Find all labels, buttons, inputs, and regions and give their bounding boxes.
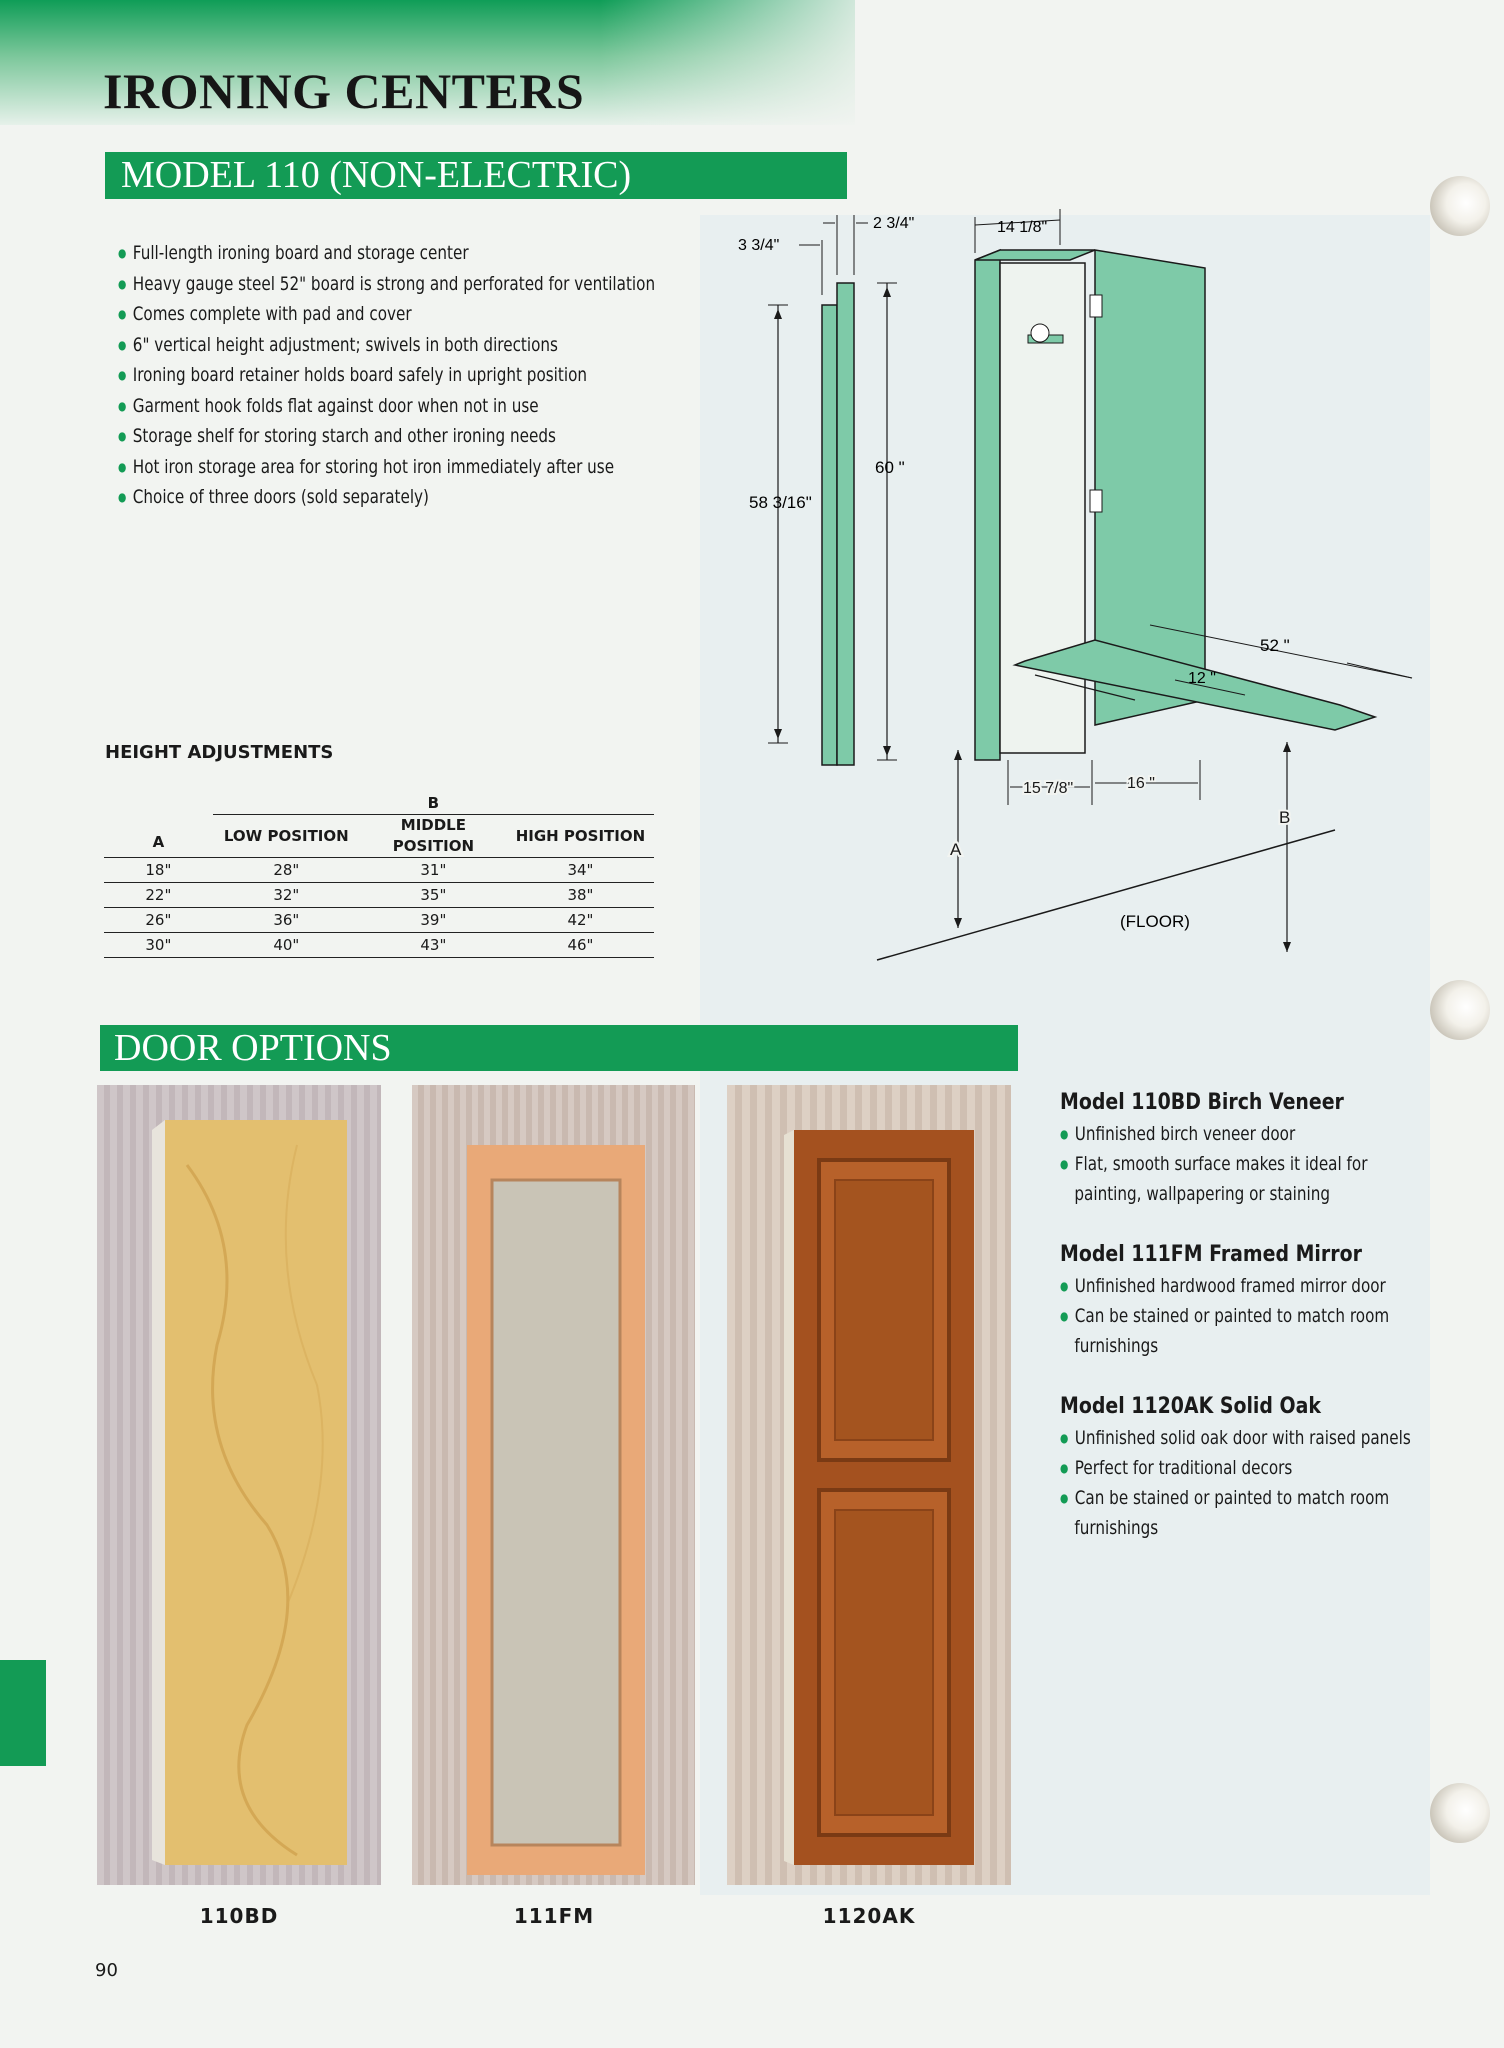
door-bullet: ● Can be stained or painted to match room furnishings	[1060, 1483, 1412, 1543]
height-adjustment-table	[104, 793, 654, 958]
cabinet-side	[975, 250, 1000, 760]
arrow-icon	[954, 918, 962, 928]
header-gradient-fade	[600, 0, 855, 125]
punch-hole	[1430, 980, 1490, 1040]
feature-item: ● Heavy gauge steel 52" board is strong and perforated for ventilation	[118, 269, 678, 300]
door-code-label: 111FM	[513, 1904, 595, 1928]
table-row	[104, 858, 654, 883]
door-code-label: 1120AK	[822, 1904, 916, 1928]
table-row	[104, 883, 654, 908]
dimension-line	[1347, 663, 1412, 678]
column-b-header: B	[213, 793, 654, 815]
ironing-center-diagram	[735, 205, 1435, 985]
punch-hole	[1430, 176, 1490, 236]
feature-item: ● Ironing board retainer holds board safely in upright position	[118, 360, 678, 391]
mirror-door-image	[412, 1085, 695, 1885]
door-bullet: ● Unfinished birch veneer door	[1060, 1119, 1412, 1149]
raised-panel-bottom-inner	[835, 1510, 933, 1815]
table-cell: 35"	[360, 883, 507, 908]
model-heading: MODEL 110 (NON-ELECTRIC)	[105, 152, 847, 199]
arrow-icon	[1283, 742, 1291, 752]
table-row	[104, 908, 654, 933]
door-title: Model 110BD Birch Veneer	[1060, 1090, 1344, 1115]
side-profile-back	[837, 283, 854, 765]
column-a-header: A	[152, 833, 165, 851]
arrow-icon	[954, 750, 962, 760]
table-cell: 32"	[213, 883, 360, 908]
section-tab	[0, 1660, 46, 1766]
table-cell: 38"	[507, 883, 654, 908]
table-cell: 28"	[213, 858, 360, 883]
arrow-icon	[883, 287, 891, 297]
arrow-icon	[774, 309, 782, 319]
door-edge	[784, 1130, 794, 1865]
table-cell: 42"	[507, 908, 654, 933]
door-description-1120ak	[1060, 1394, 1440, 1543]
hinge-icon	[1090, 490, 1102, 512]
door-title: Model 1120AK Solid Oak	[1060, 1394, 1321, 1419]
feature-item: ● Choice of three doors (sold separately)	[118, 482, 678, 513]
arrow-icon	[1283, 942, 1291, 952]
dimension-label: 58 3/16"	[749, 493, 812, 512]
door-title: Model 111FM Framed Mirror	[1060, 1242, 1362, 1267]
feature-item: ● Storage shelf for storing starch and other ironing needs	[118, 421, 678, 452]
table-cell: 34"	[507, 858, 654, 883]
page-number: 90	[95, 1960, 118, 1981]
height-table-heading: HEIGHT ADJUSTMENTS	[105, 742, 334, 763]
door-description-111fm	[1060, 1242, 1440, 1361]
raised-panel-top-inner	[835, 1180, 933, 1440]
birch-door-image	[97, 1085, 381, 1885]
table-cell: 26"	[104, 908, 213, 933]
dimension-label: 60 "	[875, 458, 905, 477]
high-position-header: HIGH POSITION	[515, 826, 646, 845]
table-cell: 36"	[213, 908, 360, 933]
feature-list	[118, 238, 678, 513]
door-photo-111fm	[412, 1085, 695, 1885]
middle-position-header: MIDDLE POSITION	[392, 816, 474, 855]
side-profile-front	[822, 305, 837, 765]
punch-hole	[1430, 1783, 1490, 1843]
page-title: IRONING CENTERS	[103, 63, 585, 119]
feature-item: ● 6" vertical height adjustment; swivels in both directions	[118, 330, 678, 361]
door-bullet: ● Can be stained or painted to match room furnishings	[1060, 1301, 1412, 1361]
door-photo-1120ak	[727, 1085, 1011, 1885]
feature-item: ● Hot iron storage area for storing hot iron immediately after use	[118, 452, 678, 483]
dimension-label: A	[950, 840, 962, 859]
table-cell: 30"	[104, 933, 213, 958]
dimension-label: 52 "	[1260, 636, 1290, 655]
floor-line	[877, 830, 1335, 960]
dimension-label: 3 3/4"	[738, 237, 780, 254]
dimension-label: 12 "	[1188, 670, 1216, 687]
dimension-label: 15 7/8"	[1023, 780, 1074, 797]
iron-holder-icon	[1031, 324, 1049, 342]
feature-item: ● Full-length ironing board and storage center	[118, 238, 678, 269]
feature-item: ● Garment hook folds flat against door when not in use	[118, 391, 678, 422]
door-bullet: ● Unfinished solid oak door with raised panels	[1060, 1423, 1412, 1453]
dimension-label: 16 "	[1127, 775, 1155, 792]
door-options-heading: DOOR OPTIONS	[100, 1025, 1018, 1071]
table-cell: 46"	[507, 933, 654, 958]
table-cell: 22"	[104, 883, 213, 908]
table-row	[104, 933, 654, 958]
cabinet-top	[975, 250, 1095, 260]
table-cell: 39"	[360, 908, 507, 933]
hinge-icon	[1090, 295, 1102, 317]
door-description-110bd	[1060, 1090, 1440, 1209]
dimension-label: B	[1279, 808, 1291, 827]
arrow-icon	[774, 729, 782, 739]
floor-label: (FLOOR)	[1120, 912, 1190, 931]
table-cell: 31"	[360, 858, 507, 883]
door-photo-110bd	[97, 1085, 381, 1885]
door-bullet: ● Flat, smooth surface makes it ideal for painting, wallpapering or staining	[1060, 1149, 1412, 1209]
door-bullet: ● Perfect for traditional decors	[1060, 1453, 1412, 1483]
door-bullet-list	[1060, 1423, 1412, 1543]
table-cell: 18"	[104, 858, 213, 883]
door-bullet-list	[1060, 1271, 1412, 1361]
door-bullet: ● Unfinished hardwood framed mirror door	[1060, 1271, 1412, 1301]
mirror-glass	[492, 1180, 620, 1845]
low-position-header: LOW POSITION	[223, 826, 349, 845]
door-edge	[152, 1120, 165, 1865]
oak-door-image	[727, 1085, 1011, 1885]
dimension-label: 14 1/8"	[997, 219, 1048, 236]
table-cell: 43"	[360, 933, 507, 958]
feature-item: ● Comes complete with pad and cover	[118, 299, 678, 330]
door-bullet-list	[1060, 1119, 1412, 1209]
arrow-icon	[883, 746, 891, 756]
dimension-label: 2 3/4"	[873, 215, 915, 232]
door-code-label: 110BD	[199, 1904, 279, 1928]
table-cell: 40"	[213, 933, 360, 958]
